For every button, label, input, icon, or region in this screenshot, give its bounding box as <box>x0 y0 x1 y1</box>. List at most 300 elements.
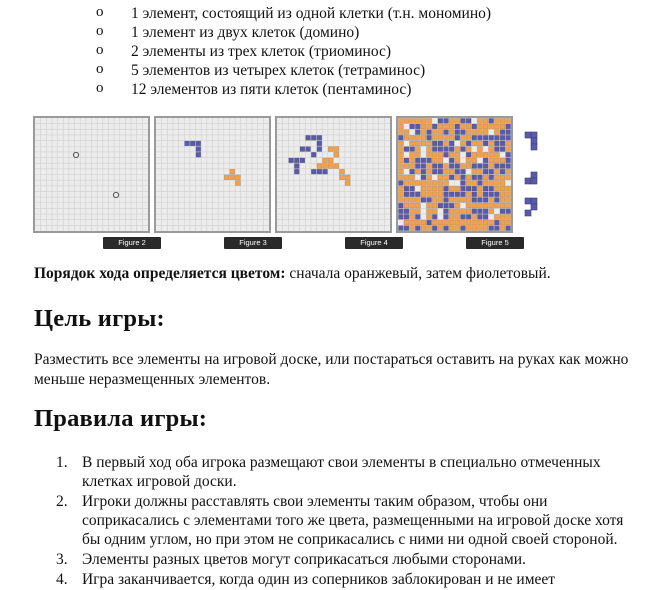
board-cell <box>449 192 454 197</box>
board-cell <box>478 130 483 135</box>
board-cell <box>404 118 409 123</box>
board-cell <box>466 181 471 186</box>
board-cell <box>438 118 443 123</box>
board-cell <box>478 198 483 203</box>
board-cell <box>311 152 316 157</box>
board-cell <box>500 158 505 163</box>
board-cell <box>404 226 409 231</box>
board-cell <box>427 152 432 157</box>
board-cell <box>404 158 409 163</box>
board-cell <box>483 158 488 163</box>
board-cell <box>427 164 432 169</box>
board-cell <box>438 147 443 152</box>
board-cell <box>494 158 499 163</box>
board-cell <box>483 226 488 231</box>
board-cell <box>317 164 322 169</box>
board-cell <box>500 214 505 219</box>
turn-order-value: сначала оранжевый, затем фиолетовый. <box>285 265 551 282</box>
board-cell <box>289 158 294 163</box>
board-cell <box>500 198 505 203</box>
board-cell <box>489 164 494 169</box>
board-cell <box>483 186 488 191</box>
board-cell <box>398 124 403 129</box>
board-cell <box>404 186 409 191</box>
board-cell <box>466 186 471 191</box>
board-cell <box>421 158 426 163</box>
board-cell <box>427 203 432 208</box>
board-cell <box>306 135 311 140</box>
board-cell <box>483 141 488 146</box>
board-cell <box>410 214 415 219</box>
figure-caption: Figure 4 <box>345 237 403 249</box>
board-cell <box>483 198 488 203</box>
board-cell <box>410 164 415 169</box>
rule-number: 1. <box>56 454 68 471</box>
board-cell <box>461 135 466 140</box>
board-grid <box>277 118 390 231</box>
board-cell <box>432 203 437 208</box>
board-cell <box>478 118 483 123</box>
board-cell <box>466 220 471 225</box>
board-cell <box>427 181 432 186</box>
board-cell <box>398 141 403 146</box>
board-cell <box>345 181 350 186</box>
board-cell <box>466 158 471 163</box>
board-cell <box>427 220 432 225</box>
board-cell <box>421 220 426 225</box>
board-cell <box>461 169 466 174</box>
board-cell <box>427 135 432 140</box>
board-cell <box>404 135 409 140</box>
board-cell <box>404 203 409 208</box>
board-figure-5 <box>396 116 513 233</box>
board-cell <box>415 226 420 231</box>
board-cell <box>427 141 432 146</box>
board-cell <box>466 209 471 214</box>
goal-text: Разместить все элементы на игровой доске, или постараться оставить на руках как можно меньше неразмещенных элементов. <box>34 351 629 388</box>
board-cell <box>489 152 494 157</box>
board-cell <box>444 203 449 208</box>
list-item: o 1 элемент, состоящий из одной клетки (т.н. мономино) <box>96 4 491 23</box>
board-cell <box>500 118 505 123</box>
board-cell <box>432 186 437 191</box>
board-cell <box>444 141 449 146</box>
board-cell <box>444 169 449 174</box>
board-cell <box>438 203 443 208</box>
board-cell <box>461 181 466 186</box>
board-cell <box>432 198 437 203</box>
turn-order-label: Порядок хода определяется цветом: <box>34 265 286 282</box>
board-cell <box>494 135 499 140</box>
board-cell <box>432 147 437 152</box>
board-cell <box>444 192 449 197</box>
board-cell <box>483 214 488 219</box>
board-cell <box>489 186 494 191</box>
board-cell <box>438 130 443 135</box>
board-cell <box>489 209 494 214</box>
board-cell <box>415 135 420 140</box>
board-cell <box>438 192 443 197</box>
board-cell <box>500 147 505 152</box>
board-cell <box>444 198 449 203</box>
board-cell <box>500 186 505 191</box>
board-cell <box>230 169 235 174</box>
board-cell <box>415 209 420 214</box>
board-cell <box>410 124 415 129</box>
board-cell <box>506 198 511 203</box>
board-cell <box>489 158 494 163</box>
board-cell <box>449 158 454 163</box>
board-cell <box>455 147 460 152</box>
rule-item <box>34 453 644 491</box>
board-cell <box>466 175 471 180</box>
board-cell <box>449 164 454 169</box>
board-cell <box>483 169 488 174</box>
board-cell <box>438 198 443 203</box>
board-cell <box>398 158 403 163</box>
board-cell <box>489 198 494 203</box>
board-cell <box>494 198 499 203</box>
board-cell <box>444 124 449 129</box>
board-cell <box>494 118 499 123</box>
board-cell <box>455 152 460 157</box>
board-cell <box>294 158 299 163</box>
board-cell <box>404 175 409 180</box>
board-cell <box>236 175 241 180</box>
board-cell <box>444 226 449 231</box>
board-cell <box>404 220 409 225</box>
board-cell <box>500 135 505 140</box>
board-cell <box>489 118 494 123</box>
board-cell <box>421 141 426 146</box>
board-cell <box>432 226 437 231</box>
board-cell <box>398 164 403 169</box>
board-cell <box>415 214 420 219</box>
board-cell <box>461 141 466 146</box>
rules-heading: Правила игры: <box>34 405 208 432</box>
board-cell <box>461 220 466 225</box>
board-cell <box>421 130 426 135</box>
board-cell <box>506 130 511 135</box>
board-grid <box>398 118 511 231</box>
board-cell <box>421 226 426 231</box>
board-cell <box>427 147 432 152</box>
board-cell <box>455 192 460 197</box>
board-cell <box>432 214 437 219</box>
board-cell <box>506 175 511 180</box>
board-cell <box>472 124 477 129</box>
board-cell <box>317 169 322 174</box>
board-cell <box>323 158 328 163</box>
board-cell <box>489 124 494 129</box>
board-cell <box>432 130 437 135</box>
board-cell <box>483 164 488 169</box>
board-cell <box>421 192 426 197</box>
board-cell <box>461 186 466 191</box>
board-cell <box>421 186 426 191</box>
board-cell <box>415 118 420 123</box>
board-cell <box>427 169 432 174</box>
board-cell <box>444 214 449 219</box>
board-cell <box>398 226 403 231</box>
board-cell <box>410 186 415 191</box>
board-cell <box>500 124 505 129</box>
board-cell <box>294 169 299 174</box>
board-cell <box>300 147 305 152</box>
board-cell <box>478 164 483 169</box>
board-cell <box>404 214 409 219</box>
rule-text: Игроки должны расставлять свои элементы таким образом, чтобы они соприкасались с элементами того же цвета, размещенными на игровой доске хотя бы одним углом, но при этом не соприкасались с ними ни одной своей стороной. <box>82 493 624 548</box>
board-cell <box>506 124 511 129</box>
board-cell <box>444 209 449 214</box>
board-cell <box>461 147 466 152</box>
list-item: o 2 элементы из трех клеток (триоминос) <box>96 42 491 61</box>
board-cell <box>483 192 488 197</box>
board-cell <box>427 198 432 203</box>
board-cell <box>410 198 415 203</box>
board-cell <box>449 209 454 214</box>
list-item: o 1 элемент из двух клеток (домино) <box>96 23 491 42</box>
board-cell <box>483 209 488 214</box>
board-cell <box>236 181 241 186</box>
board-cell <box>472 220 477 225</box>
board-cell <box>506 209 511 214</box>
board-cell <box>432 169 437 174</box>
board-cell <box>415 124 420 129</box>
board-cell <box>478 226 483 231</box>
board-cell <box>323 169 328 174</box>
board-cell <box>432 141 437 146</box>
board-cell <box>506 141 511 146</box>
board-cell <box>466 203 471 208</box>
board-cell <box>478 203 483 208</box>
board-cell <box>438 175 443 180</box>
board-cell <box>461 118 466 123</box>
board-cell <box>500 141 505 146</box>
board-cell <box>478 135 483 140</box>
board-cell <box>489 203 494 208</box>
rule-text: Игра заканчивается, когда один из соперников заблокирован и не имеет <box>82 571 556 588</box>
board-cell <box>478 181 483 186</box>
board-cell <box>494 169 499 174</box>
figure-caption: Figure 5 <box>466 237 524 249</box>
board-cell <box>461 209 466 214</box>
board-cell <box>438 124 443 129</box>
board-cell <box>472 181 477 186</box>
board-cell <box>438 186 443 191</box>
board-cell <box>494 141 499 146</box>
board-cell <box>449 147 454 152</box>
board-cell <box>494 226 499 231</box>
board-cell <box>461 124 466 129</box>
rule-number: 4. <box>56 571 68 588</box>
board-cell <box>506 186 511 191</box>
board-cell <box>415 164 420 169</box>
rule-item <box>34 492 644 549</box>
figure-caption: Figure 3 <box>224 237 282 249</box>
board-cell <box>444 152 449 157</box>
board-cell <box>306 147 311 152</box>
board-cell <box>294 164 299 169</box>
board-cell <box>472 209 477 214</box>
board-cell <box>461 164 466 169</box>
board-cell <box>398 203 403 208</box>
board-cell <box>483 124 488 129</box>
board-cell <box>334 152 339 157</box>
board-cell <box>461 175 466 180</box>
board-cell <box>506 158 511 163</box>
board-cell <box>455 198 460 203</box>
board-figure-2 <box>33 116 150 233</box>
board-cell <box>478 124 483 129</box>
board-cell <box>449 214 454 219</box>
board-cell <box>455 164 460 169</box>
board-cell <box>455 209 460 214</box>
board-cell <box>500 169 505 174</box>
turn-order-text <box>34 265 551 283</box>
board-cell <box>500 130 505 135</box>
board-cell <box>398 181 403 186</box>
board-grid <box>156 118 269 231</box>
board-cell <box>494 203 499 208</box>
board-cell <box>334 164 339 169</box>
board-cell <box>483 203 488 208</box>
board-cell <box>478 209 483 214</box>
board-cell <box>317 147 322 152</box>
board-cell <box>415 130 420 135</box>
board-cell <box>410 147 415 152</box>
board-cell <box>415 158 420 163</box>
board-cell <box>340 175 345 180</box>
board-cell <box>345 175 350 180</box>
board-cell <box>398 209 403 214</box>
board-cell <box>438 164 443 169</box>
board-cell <box>438 169 443 174</box>
board-cell <box>444 181 449 186</box>
board-cell <box>328 158 333 163</box>
board-cell <box>472 158 477 163</box>
board-cell <box>427 209 432 214</box>
board-cell <box>466 147 471 152</box>
board-cell <box>421 124 426 129</box>
board-cell <box>410 118 415 123</box>
board-cell <box>432 124 437 129</box>
board-cell <box>500 209 505 214</box>
board-cell <box>472 152 477 157</box>
board-cell <box>438 181 443 186</box>
board-cell <box>438 220 443 225</box>
board-cell <box>472 130 477 135</box>
board-cell <box>483 135 488 140</box>
board-cell <box>432 209 437 214</box>
board-cell <box>415 198 420 203</box>
board-cell <box>410 158 415 163</box>
board-cell <box>472 135 477 140</box>
board-cell <box>427 192 432 197</box>
board-cell <box>415 192 420 197</box>
board-cell <box>398 192 403 197</box>
board-cell <box>317 141 322 146</box>
board-cell <box>398 147 403 152</box>
board-cell <box>466 226 471 231</box>
board-cell <box>449 198 454 203</box>
board-cell <box>489 169 494 174</box>
board-cell <box>224 175 229 180</box>
board-cell <box>449 169 454 174</box>
board-cell <box>300 158 305 163</box>
board-cell <box>461 130 466 135</box>
board-cell <box>444 135 449 140</box>
board-cell <box>506 203 511 208</box>
board-cell <box>472 198 477 203</box>
board-cell <box>415 169 420 174</box>
board-cell <box>432 192 437 197</box>
board-cell <box>506 169 511 174</box>
board-cell <box>472 226 477 231</box>
list-item: o 12 элементов из пяти клеток (пентаминос) <box>96 80 491 99</box>
board-cell <box>449 220 454 225</box>
board-cell <box>444 164 449 169</box>
board-cell <box>494 124 499 129</box>
board-cell <box>466 124 471 129</box>
board-cell <box>472 175 477 180</box>
board-cell <box>494 152 499 157</box>
board-cell <box>398 175 403 180</box>
figures-strip <box>33 116 593 252</box>
board-cell <box>472 214 477 219</box>
board-cell <box>415 181 420 186</box>
board-cell <box>317 135 322 140</box>
board-cell <box>404 130 409 135</box>
board-cell <box>432 181 437 186</box>
board-cell <box>466 118 471 123</box>
board-cell <box>489 141 494 146</box>
board-cell <box>455 220 460 225</box>
board-cell <box>500 203 505 208</box>
board-cell <box>506 226 511 231</box>
board-cell <box>494 175 499 180</box>
board-cell <box>478 147 483 152</box>
board-cell <box>438 226 443 231</box>
board-cell <box>506 192 511 197</box>
rule-text: В первый ход оба игрока размещают свои элементы в специально отмеченных клетках игровой доски. <box>82 454 601 490</box>
board-cell <box>432 164 437 169</box>
board-cell <box>500 181 505 186</box>
board-cell <box>449 130 454 135</box>
board-cell <box>466 135 471 140</box>
board-cell <box>506 164 511 169</box>
board-cell <box>404 181 409 186</box>
board-cell <box>398 169 403 174</box>
board-cell <box>494 130 499 135</box>
board-cell <box>500 164 505 169</box>
board-cell <box>444 186 449 191</box>
board-cell <box>328 147 333 152</box>
board-cell <box>455 118 460 123</box>
board-cell <box>432 135 437 140</box>
board-cell <box>489 192 494 197</box>
board-cell <box>478 186 483 191</box>
board-cell <box>494 192 499 197</box>
board-cell <box>500 226 505 231</box>
board-cell <box>421 135 426 140</box>
board-cell <box>489 175 494 180</box>
board-cell <box>472 169 477 174</box>
board-cell <box>328 164 333 169</box>
board-cell <box>506 118 511 123</box>
board-cell <box>466 152 471 157</box>
board-cell <box>196 141 201 146</box>
